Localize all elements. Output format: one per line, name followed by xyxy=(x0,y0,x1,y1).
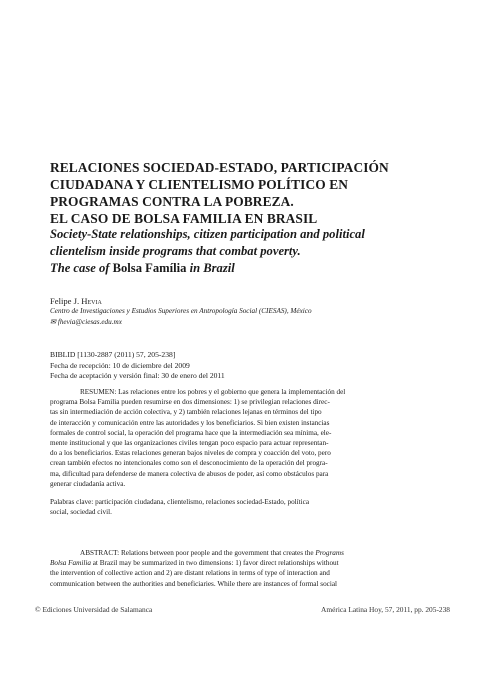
title-line: PROGRAMAS CONTRA LA POBREZA. xyxy=(50,194,294,209)
resumen-line: tas sin intermediación de acción colectiva, y 2) también relaciones lejanas en términos del tipo xyxy=(50,408,322,417)
resumen-paragraph xyxy=(50,387,431,489)
abstract-paragraph xyxy=(50,548,431,589)
keywords-line: social, sociedad civil. xyxy=(50,508,112,517)
resumen-line: formales de control social, la operación del programa hace que la intermediación sea mínima, ele- xyxy=(50,428,332,437)
resumen-line: generar ciudadanía activa. xyxy=(50,479,126,488)
resumen-line: mente institucional y que las organizaciones civiles tengan poco espacio para actuar representan- xyxy=(50,439,329,448)
keywords-line: Palabras clave: participación ciudadana, clientelismo, relaciones sociedad-Estado, política xyxy=(50,498,310,506)
article-title xyxy=(50,159,450,227)
email-text[interactable]: fhevia@ciesas.edu.mx xyxy=(57,318,122,326)
resumen-line: ma, dificultad para defenderse de manera colectiva de abusos de poder, así como obstáculos para xyxy=(50,469,329,478)
footer-citation: América Latina Hoy, 57, 2011, pp. 205-238 xyxy=(321,605,450,614)
english-title-prefix: The case of xyxy=(50,261,113,275)
title-line: RELACIONES SOCIEDAD-ESTADO, PARTICIPACIÓN xyxy=(50,160,389,175)
accepted-date: Fecha de aceptación y versión final: 30 de enero del 2011 xyxy=(50,371,225,380)
english-title-line: clientelism inside programs that combat poverty. xyxy=(50,244,301,258)
english-title-line xyxy=(50,260,450,277)
abstract-line: communication between the authorities and beneficiaries. While there are instances of formal social xyxy=(50,579,338,588)
english-title-line: Society-State relationships, citizen participation and political xyxy=(50,227,365,241)
abstract-line: Bolsa Familia at Brazil may be summarized in two dimensions: 1) favor direct relationships without xyxy=(50,559,339,568)
footer-copyright: © Ediciones Universidad de Salamanca xyxy=(35,605,153,614)
mail-icon: ✉ xyxy=(50,318,58,326)
biblid-block xyxy=(50,350,225,382)
resumen-line: programa Bolsa Familia pueden resumirse en dos dimensiones: 1) se privilegian relaciones direc- xyxy=(50,398,330,407)
author-given: Felipe J. xyxy=(50,296,82,306)
title-line: CIUDADANA Y CLIENTELISMO POLÍTICO EN xyxy=(50,177,348,192)
english-title-bolsa: Bolsa Família xyxy=(112,261,187,275)
title-line: EL CASO DE BOLSA FAMILIA EN BRASIL xyxy=(50,211,318,226)
biblid-line: BIBLID [1130-2887 (2011) 57, 205-238] xyxy=(50,350,176,359)
author-name xyxy=(50,296,102,306)
resumen-line: de interacción y comunicación entre las autoridades y los beneficiarios. Si bien existen instancias xyxy=(50,418,330,427)
resumen-line: crean también efectos no intencionales como son el desconocimiento de la operación del progra- xyxy=(50,459,328,468)
abstract-line: ABSTRACT: Relations between poor people and the government that creates the Programs xyxy=(80,549,344,557)
resumen-line: do a los beneficiarios. Estas relaciones generan bajos niveles de compra y coacción del voto, pero xyxy=(50,449,331,458)
english-title xyxy=(50,226,450,277)
author-email[interactable] xyxy=(50,317,122,326)
english-title-suffix: in Brazil xyxy=(186,261,235,275)
abstract-line: the intervention of collective action and 2) are distant relations in terms of type of interaction and xyxy=(50,569,330,578)
author-surname: Hevia xyxy=(81,296,102,306)
received-date: Fecha de recepción: 10 de diciembre del 2009 xyxy=(50,360,190,370)
resumen-line: RESUMEN: Las relaciones entre los pobres y el gobierno que genera la implementación del xyxy=(80,388,346,396)
author-affiliation: Centro de Investigaciones y Estudios Superiores en Antropología Social (CIESAS), México xyxy=(50,307,312,315)
keywords-paragraph xyxy=(50,497,431,517)
